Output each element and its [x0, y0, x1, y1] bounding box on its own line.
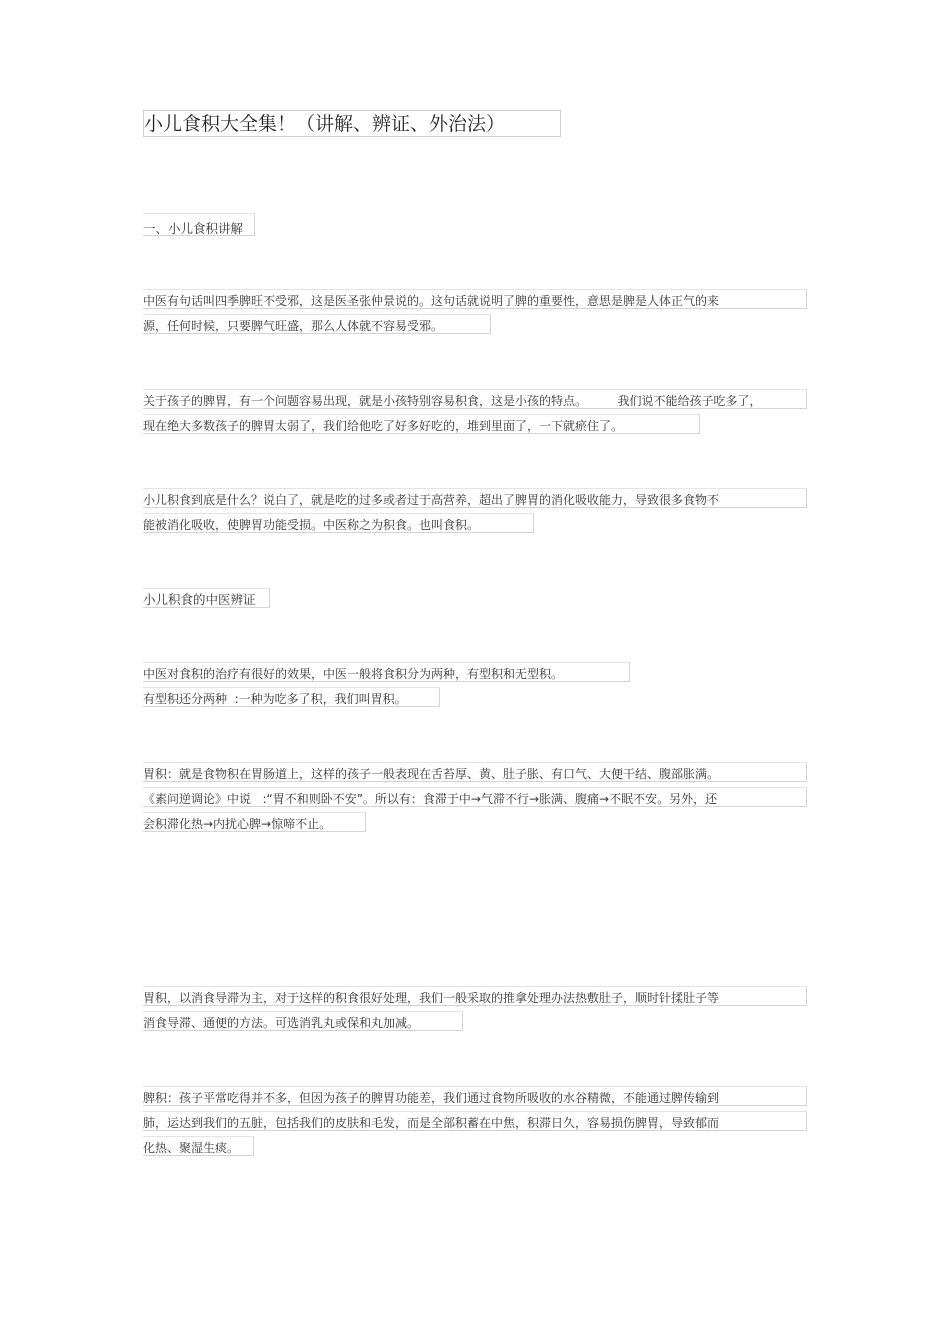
paragraph-5-line-2: 《素问逆调论》中说 :“胃不和则卧不安”。所以有：食滞于中→气滞不行→胀满、腹痛→不眠不安。另外，还 [143, 787, 807, 807]
paragraph-7-line-2: 肺，运达到我们的五脏，包括我们的皮肤和毛发，而是全部积蓄在中焦，积滞日久，容易损伤脾胃，导致郁而 [143, 1111, 807, 1131]
paragraph-1-line-1: 中医有句话叫四季脾旺不受邪，这是医圣张仲景说的。这句话就说明了脾的重要性，意思是脾是人体正气的来 [143, 289, 807, 309]
paragraph-4-line-1: 中医对食积的治疗有很好的效果，中医一般将食积分为两种，有型积和无型积。 [143, 662, 630, 682]
paragraph-5-line-1: 胃积：就是食物积在胃肠道上，这样的孩子一般表现在舌苔厚、黄、肚子胀、有口气、大便干结、腹部胀满。 [143, 762, 807, 782]
paragraph-4-line-2: 有型积还分两种 :一种为吃多了积，我们叫胃积。 [143, 687, 440, 707]
paragraph-3-line-1: 小儿积食到底是什么？说白了，就是吃的过多或者过于高营养，超出了脾胃的消化吸收能力，导致很多食物不 [143, 488, 807, 508]
section-heading-differentiation: 小儿积食的中医辨证 [143, 588, 270, 608]
paragraph-1-line-2: 源，任何时候，只要脾气旺盛，那么人体就不容易受邪。 [143, 314, 491, 334]
paragraph-6-line-2: 消食导滞、通便的方法。可选消乳丸或保和丸加减。 [143, 1011, 463, 1031]
paragraph-2-line-2: 现在绝大多数孩子的脾胃太弱了，我们给他吃了好多好吃的，堆到里面了，一下就瘀住了。 [143, 414, 700, 434]
section-heading-explanation: 一、小儿食积讲解 [143, 213, 255, 236]
paragraph-7-line-1: 脾积：孩子平常吃得并不多，但因为孩子的脾胃功能差，我们通过食物所吸收的水谷精微，不能通过脾传输到 [143, 1086, 807, 1106]
page-title: 小儿食积大全集！（讲解、辨证、外治法） [143, 110, 561, 137]
paragraph-6-line-1: 胃积，以消食导滞为主，对于这样的积食很好处理，我们一般采取的推拿处理办法热敷肚子，顺时针揉肚子等 [143, 986, 807, 1006]
paragraph-7-line-3: 化热、聚湿生痰。 [143, 1136, 254, 1156]
paragraph-2-line-1: 关于孩子的脾胃，有一个问题容易出现，就是小孩特别容易积食，这是小孩的特点。 我们说不能给孩子吃多了， [143, 389, 807, 409]
paragraph-3-line-2: 能被消化吸收，使脾胃功能受损。中医称之为积食。也叫食积。 [143, 513, 534, 533]
paragraph-5-line-3: 会积滞化热→内扰心脾→惊啼不止。 [143, 812, 366, 832]
